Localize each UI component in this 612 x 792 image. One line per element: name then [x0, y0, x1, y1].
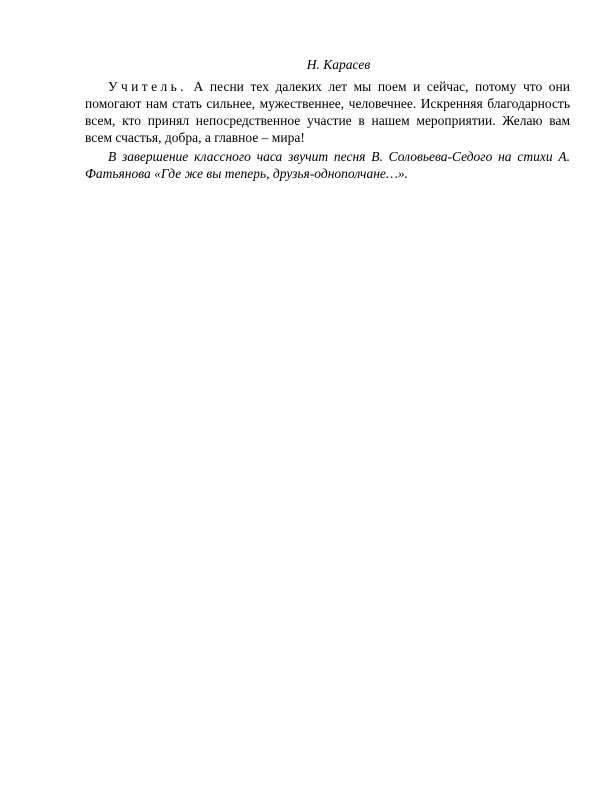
- speaker-label: Учитель.: [108, 79, 187, 94]
- teacher-speech-paragraph: [85, 78, 570, 146]
- document-body: [85, 56, 570, 182]
- poem-author: Н. Карасев: [306, 57, 371, 72]
- speech-text: А песни тех далеких лет мы поем и сейчас, потому что они помогают нам стать сильнее, мужественнее, человечнее. Искренняя благодарность всем, кто принял непосредственное участие в нашем мероприятии. Желаю вам всем счастья, добра, а главное – мира!: [85, 79, 570, 145]
- stage-direction: В завершение классного часа звучит песня В. Соловьева-Седого на стихи А. Фатьянова «Где же вы теперь, друзья-однополчане…».: [85, 149, 570, 181]
